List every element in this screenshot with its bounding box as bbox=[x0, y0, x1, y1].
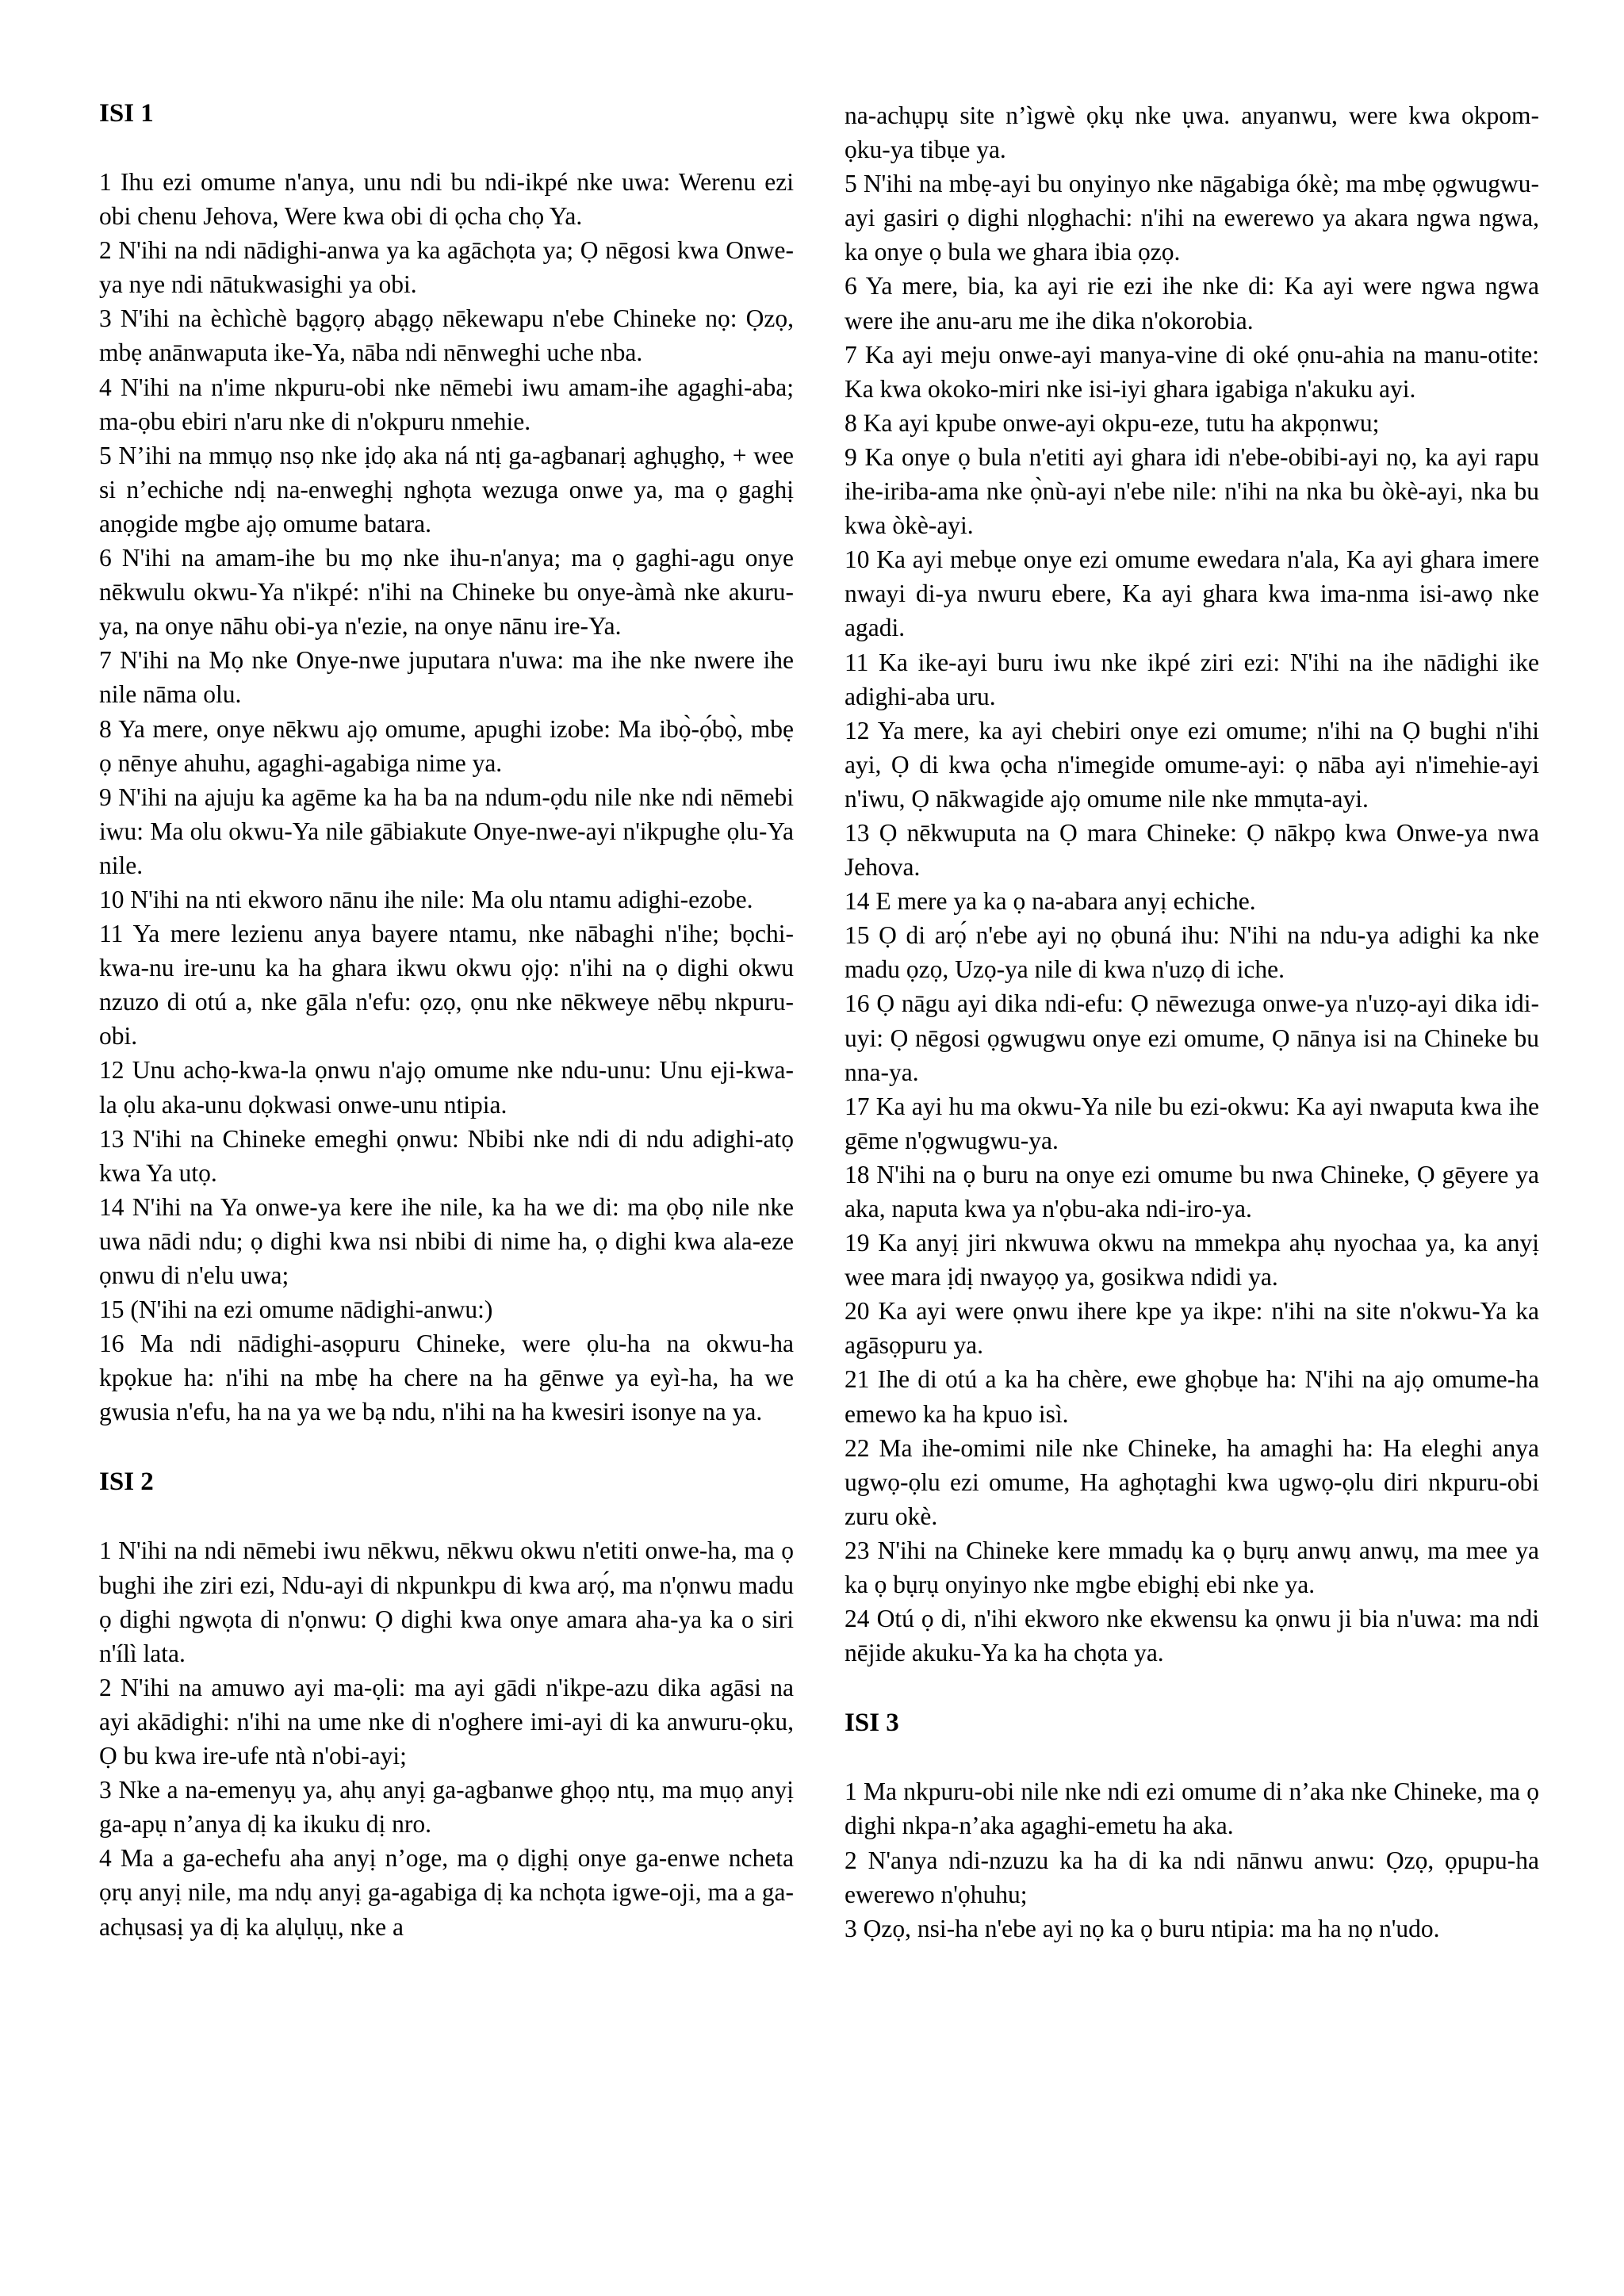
verse-1-15: 15 (N'ihi na ezi omume nādighi-anwu:) bbox=[99, 1295, 493, 1324]
verse-2-9: 9 Ka onye ọ bula n'etiti ayi ghara idi n'ebe-obibi-ayi nọ, ka ayi rapu ihe-iriba-ama nke ọ̀nù-ayi n'ebe nile: n'ihi na nka bu òkè-ayi, nka bu kwa òkè-ayi. bbox=[845, 442, 1539, 540]
verse-1-5: 5 N’ihi na mmụọ nsọ nke ịdọ aka ná ntị ga-agbanarị aghụghọ, + wee si n’echiche ndị na-enweghị nghọta wezuga onwe ya, ma ọ gaghị anọgide mgbe ajọ omume batara. bbox=[99, 441, 794, 538]
verse-2-24: 24 Otú ọ di, n'ihi ekworo nke ekwensu ka ọnwu ji bia n'uwa: ma ndi nējide akuku-Ya ka ha chọta ya. bbox=[845, 1605, 1539, 1667]
verse-1-16: 16 Ma ndi nādighi-asọpuru Chineke, were ọlu-ha na okwu-ha kpọkue ha: n'ihi na mbẹ ha chere na ha gēnwe ya eyì-ha, ha we gwusia n'efu, ha na ya we bạ ndu, n'ihi na ha kwesiri isonye na ya. bbox=[99, 1330, 794, 1426]
chapter-heading-isi-3: ISI 3 bbox=[845, 1709, 899, 1738]
verse-2-12: 12 Ya mere, ka ayi chebiri onye ezi omume; n'ihi na Ọ bughi n'ihi ayi, Ọ di kwa ọcha n'imegide omume-ayi: ọ nāba ayi n'imehie-ayi n'iwu, Ọ nākwagide ajọ omume nile nke mmụta-ayi. bbox=[845, 716, 1539, 813]
verse-2-17: 17 Ka ayi hu ma okwu-Ya nile bu ezi-okwu: Ka ayi nwaputa kwa ihe gēme n'ọgwugwu-ya. bbox=[845, 1092, 1539, 1154]
verse-2-11: 11 Ka ike-ayi buru iwu nke ikpé ziri ezi: N'ihi na ihe nādighi ike adighi-aba uru. bbox=[845, 648, 1539, 710]
verse-2-13: 13 Ọ nēkwuputa na Ọ mara Chineke: Ọ nākpọ kwa Onwe-ya nwa Jehova. bbox=[845, 818, 1539, 882]
verse-1-3: 3 N'ihi na èchìchè bạgọrọ abạgọ nēkewapu n'ebe Chineke nọ: Ọzọ, mbẹ anānwaputa ike-Ya, nāba ndi nēnweghi uche nba. bbox=[99, 304, 794, 367]
chapter-heading-isi-2: ISI 2 bbox=[99, 1468, 154, 1497]
verse-2-16: 16 Ọ nāgu ayi dika ndi-efu: Ọ nēwezuga onwe-ya n'uzọ-ayi dika idi-uyi: Ọ nēgosi ọgwugwu onye ezi omume, Ọ nānya isi na Chineke bu nna-ya. bbox=[845, 989, 1539, 1086]
verse-2-4-continuation: na-achụpụ site n’ìgwè ọkụ nke ụwa. anyanwu, were kwa okpom-ọku-ya tibụe ya. bbox=[845, 101, 1539, 164]
verse-2-15: 15 Ọ di arọ́ n'ebe ayi nọ ọbuná ihu: N'ihi na ndu-ya adighi ka nke madu ọzọ, Uzọ-ya nile di kwa n'uzọ di iche. bbox=[845, 921, 1539, 984]
verse-2-6: 6 Ya mere, bia, ka ayi rie ezi ihe nke di: Ka ayi were ngwa ngwa were ihe anu-aru me ihe dika n'okorobia. bbox=[845, 272, 1539, 335]
verse-2-5: 5 N'ihi na mbẹ-ayi bu onyinyo nke nāgabiga ókè; ma mbẹ ọgwugwu-ayi gasiri ọ dighi nlọghachi: n'ihi na ewerewo ya akara ngwa ngwa, ka onye ọ bula we ghara ibia ọzọ. bbox=[845, 170, 1539, 266]
verse-2-3: 3 Nke a na-emenyụ ya, ahụ anyị ga-agbanwe ghọọ ntụ, ma mụọ anyị ga-apụ n’anya dị ka ikuku dị nro. bbox=[99, 1776, 794, 1839]
verse-1-6: 6 N'ihi na amam-ihe bu mọ nke ihu-n'anya; ma ọ gaghi-agu onye nēkwulu okwu-Ya n'ikpé: n'ihi na Chineke bu onye-àmà nke akuru-ya, na onye nāhu obi-ya n'ezie, na onye nānu ire-Ya. bbox=[99, 544, 794, 641]
verse-2-23: 23 N'ihi na Chineke kere mmadụ ka ọ bụrụ anwụ anwụ, ma mee ya ka ọ bụrụ onyinyo nke mgbe ebighị ebi nke ya. bbox=[845, 1536, 1539, 1599]
verse-3-2: 2 N'anya ndi-nzuzu ka ha di ka ndi nānwu anwu: Ọzọ, ọpupu-ha ewerewo n'ọhuhu; bbox=[845, 1846, 1539, 1908]
left-column bbox=[99, 0, 794, 1944]
chapter-2-verses-part-1 bbox=[99, 1533, 794, 1943]
verse-2-19: 19 Ka anyị jiri nkwuwa okwu na mmekpa ahụ nyochaa ya, ka anyị wee mara ịdị nwayọọ ya, gosikwa ndidi ya. bbox=[845, 1229, 1539, 1292]
verse-2-21: 21 Ihe di otú a ka ha chère, ewe ghọbụe ha: N'ihi na ajọ omume-ha emewo ka ha kpuo isì. bbox=[845, 1365, 1539, 1428]
right-column bbox=[845, 0, 1539, 1946]
verse-2-10: 10 Ka ayi mebụe onye ezi omume ewedara n'ala, Ka ayi ghara imere nwayi di-ya nwuru ebere, Ka ayi ghara kwa ima-nma isi-awọ nke agadi. bbox=[845, 545, 1539, 642]
verse-1-14: 14 N'ihi na Ya onwe-ya kere ihe nile, ka ha we di: ma ọbọ nile nke uwa nādi ndu; ọ dighi kwa nsi nbibi di nime ha, ọ dighi kwa ala-eze ọnwu di n'elu uwa; bbox=[99, 1192, 794, 1289]
verse-1-10: 10 N'ihi na nti ekworo nānu ihe nile: Ma olu ntamu adighi-ezobe. bbox=[99, 885, 753, 913]
verse-1-13: 13 N'ihi na Chineke emeghi ọnwu: Nbibi nke ndi di ndu adighi-atọ kwa Ya utọ. bbox=[99, 1124, 794, 1187]
left-column-flow bbox=[99, 0, 794, 1944]
chapter-2-verses-part-2 bbox=[845, 166, 1539, 1670]
chapter-1-verses bbox=[99, 165, 794, 1429]
verse-3-3: 3 Ọzọ, nsi-ha n'ebe ayi nọ ka ọ buru ntipia: ma ha nọ n'udo. bbox=[845, 1914, 1440, 1942]
verse-2-7: 7 Ka ayi meju onwe-ayi manya-vine di oké ọnu-ahia na manu-otite: Ka kwa okoko-miri nke isi-iyi ghara igabiga n'akuku ayi. bbox=[845, 340, 1539, 403]
verse-3-1: 1 Ma nkpuru-obi nile nke ndi ezi omume di n’aka nke Chineke, ma ọ dighi nkpa-n’aka agaghi-emetu ha aka. bbox=[845, 1777, 1539, 1840]
chapter-heading-isi-1: ISI 1 bbox=[99, 99, 154, 128]
verse-1-12: 12 Unu achọ-kwa-la ọnwu n'ajọ omume nke ndu-unu: Unu eji-kwa-la ọlu aka-unu dọkwasi onwe-unu ntipia. bbox=[99, 1056, 794, 1119]
verse-2-1: 1 N'ihi na ndi nēmebi iwu nēkwu, nēkwu okwu n'etiti onwe-ha, ma ọ bughi ihe ziri ezi, Ndu-ayi di nkpunkpu di kwa arọ́, ma n'ọnwu madu ọ dighi ngwọta di n'ọnwu: Ọ dighi kwa onye amara aha-ya ka o siri n'ílì lata. bbox=[99, 1536, 794, 1667]
verse-1-9: 9 N'ihi na ajuju ka agēme ka ha ba na ndum-ọdu nile nke ndi nēmebi iwu: Ma olu okwu-Ya nile gābiakute Onye-nwe-ayi n'ikpughe ọlu-Ya nile. bbox=[99, 783, 794, 879]
verse-1-7: 7 N'ihi na Mọ nke Onye-nwe juputara n'uwa: ma ihe nke nwere ihe nile nāma olu. bbox=[99, 646, 794, 709]
verse-2-18: 18 N'ihi na ọ buru na onye ezi omume bu nwa Chineke, Ọ gēyere ya aka, naputa kwa ya n'ọbu-aka ndi-iro-ya. bbox=[845, 1160, 1539, 1223]
verse-2-14: 14 E mere ya ka ọ na-abara anyị echiche. bbox=[845, 887, 1256, 916]
verse-2-22: 22 Ma ihe-omimi nile nke Chineke, ha amaghi ha: Ha eleghi anya ugwọ-ọlu ezi omume, Ha aghọtaghi kwa ugwọ-ọlu diri nkpuru-obi zuru okè. bbox=[845, 1433, 1539, 1530]
verse-2-8: 8 Ka ayi kpube onwe-ayi okpu-eze, tutu ha akpọnwu; bbox=[845, 408, 1380, 437]
verse-1-11: 11 Ya mere lezienu anya bayere ntamu, nke nābaghi n'ihe; bọchi-kwa-nu ire-unu ka ha ghara ikwu okwu ọjọ: n'ihi na ọ dighi okwu nzuzo di otú a, nke gāla n'efu: ọzọ, ọnu nke nēkweye nēbụ nkpuru-obi. bbox=[99, 920, 794, 1050]
verse-1-1: 1 Ihu ezi omume n'anya, unu ndi bu ndi-ikpé nke uwa: Werenu ezi obi chenu Jehova, Were kwa obi di ọcha chọ Ya. bbox=[99, 168, 794, 231]
verse-1-2: 2 N'ihi na ndi nādighi-anwa ya ka agāchọta ya; Ọ nēgosi kwa Onwe-ya nye ndi nātukwasighi ya obi. bbox=[99, 236, 794, 299]
verse-2-2: 2 N'ihi na amuwo ayi ma-ọli: ma ayi gādi n'ikpe-azu dika agāsi na ayi akādighi: n'ihi na ume nke di n'oghere imi-ayi di ka anwuru-ọku, Ọ bu kwa ire-ufe ntà n'obi-ayi; bbox=[99, 1673, 794, 1770]
verse-2-4: 4 Ma a ga-echefu aha anyị n’oge, ma ọ dịghị onye ga-enwe ncheta ọrụ anyị nile, ma ndụ anyị ga-agabiga dị ka nchọta igwe-oji, ma a ga-achụsasị ya dị ka alụlụụ, nke a bbox=[99, 1844, 794, 1941]
chapter-3-verses bbox=[845, 1774, 1539, 1945]
verse-1-4: 4 N'ihi na n'ime nkpuru-obi nke nēmebi iwu amam-ihe agaghi-aba; ma-ọbu ebiri n'aru nke di n'okpuru nmehie. bbox=[99, 373, 794, 435]
verse-1-8: 8 Ya mere, onye nēkwu ajọ omume, apughi izobe: Ma ibọ̀-ọ́bọ̀, mbẹ ọ nēnye ahuhu, agaghi-agabiga nime ya. bbox=[99, 714, 794, 777]
right-column-flow bbox=[845, 0, 1539, 1946]
verse-2-20: 20 Ka ayi were ọnwu ihere kpe ya ikpe: n'ihi na site n'okwu-Ya ka agāsọpuru ya. bbox=[845, 1297, 1539, 1360]
